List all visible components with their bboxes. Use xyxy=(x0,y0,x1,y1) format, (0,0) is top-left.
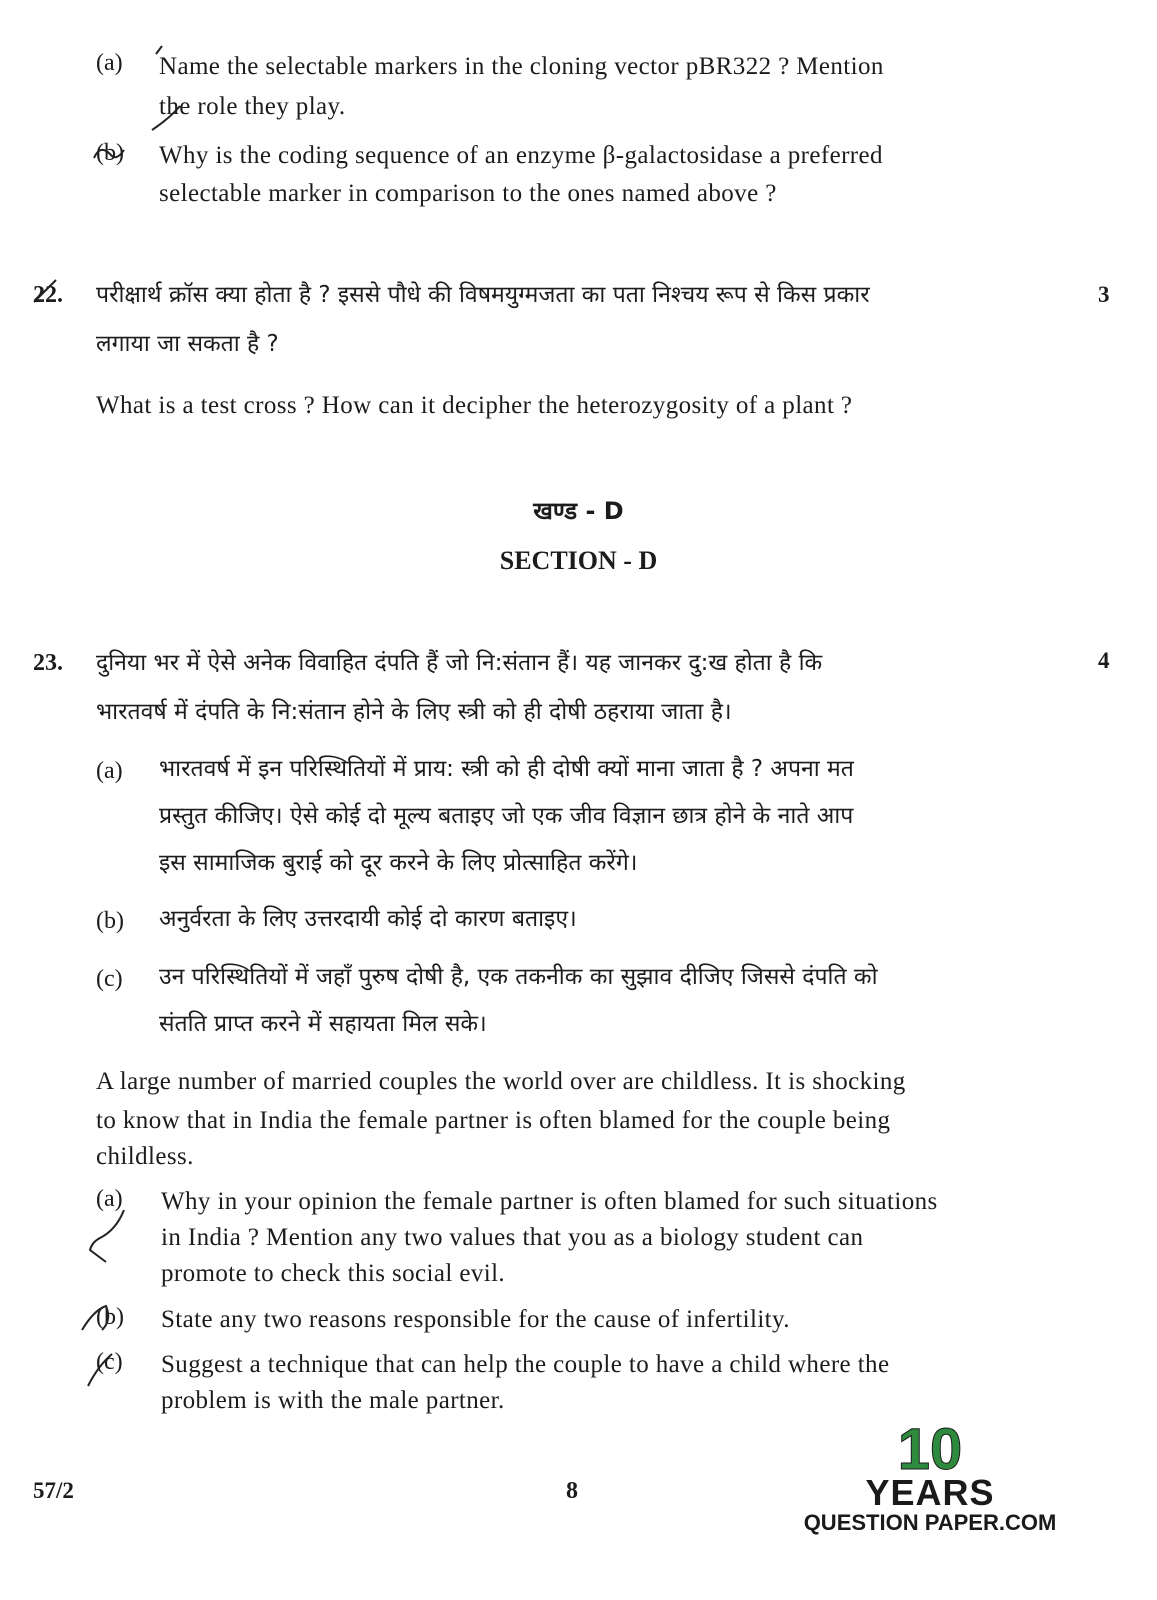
q21-part-b-label: (b) xyxy=(96,140,124,166)
q23-hindi-part-a-line2: प्रस्तुत कीजिए। ऐसे कोई दो मूल्य बताइए जो एक जीव विज्ञान छात्र होने के नाते आप xyxy=(159,803,854,829)
pen-mark-q22 xyxy=(30,276,70,306)
pen-mark-q21a xyxy=(140,40,200,140)
pen-mark-q23c xyxy=(82,1346,132,1392)
q23-number: 23. xyxy=(33,650,63,676)
q23-english-part-c-label: (c) xyxy=(96,1349,123,1375)
q23-english-intro-line3: childless. xyxy=(96,1143,194,1170)
q22-number: 22. xyxy=(33,282,63,308)
q23-hindi-part-c-line2: संतति प्राप्त करने में सहायता मिल सके। xyxy=(159,1011,487,1037)
logo-site: QUESTION PAPER.COM xyxy=(803,1510,1057,1535)
q23-english-part-a-line1: Why in your opinion the female partner is often blamed for such situations xyxy=(161,1188,938,1215)
q23-hindi-part-b-label: (b) xyxy=(96,908,124,934)
q23-english-part-a-label: (a) xyxy=(96,1186,123,1212)
q23-english-intro-line1: A large number of married couples the world over are childless. It is shocking xyxy=(96,1068,906,1095)
q23-english-part-b-line1: State any two reasons responsible for the cause of infertility. xyxy=(161,1306,790,1333)
pen-mark-q23a xyxy=(80,1190,140,1270)
logo-years: YEARS xyxy=(865,1472,995,1513)
q23-english-part-c-line1: Suggest a technique that can help the couple to have a child where the xyxy=(161,1351,890,1378)
q23-hindi-part-c-line1: उन परिस्थितियों में जहाँ पुरुष दोषी है, एक तकनीक का सुझाव दीजिए जिससे दंपति को xyxy=(159,964,878,990)
q21-part-a-line1: Name the selectable markers in the cloning vector pBR322 ? Mention xyxy=(159,53,884,80)
logo-number: 10 xyxy=(897,1417,963,1482)
q23-hindi-part-a-line1: भारतवर्ष में इन परिस्थितियों में प्राय: स्त्री को ही दोषी क्यों माना जाता है ? अपना मत xyxy=(159,756,854,782)
q23-hindi-intro-line2: भारतवर्ष में दंपति के नि:संतान होने के लिए स्त्री को ही दोषी ठहराया जाता है। xyxy=(96,699,732,725)
q23-hindi-part-a-label: (a) xyxy=(96,758,123,784)
q21-part-a-label: (a) xyxy=(96,50,123,76)
q21-part-b-line2: selectable marker in comparison to the ones named above ? xyxy=(159,180,777,207)
paper-code: 57/2 xyxy=(33,1478,74,1503)
q21-part-b-line1: Why is the coding sequence of an enzyme β-galactosidase a preferred xyxy=(159,142,883,169)
q23-english-part-a-line3: promote to check this social evil. xyxy=(161,1260,506,1287)
q22-marks: 3 xyxy=(1098,282,1110,307)
section-heading-english: SECTION - D xyxy=(499,546,658,575)
q23-hindi-part-c-label: (c) xyxy=(96,966,123,992)
pen-mark-q23b xyxy=(72,1300,132,1340)
q23-english-part-b-label: (b) xyxy=(96,1304,124,1330)
q23-hindi-intro-line1: दुनिया भर में ऐसे अनेक विवाहित दंपति हैं जो नि:संतान हैं। यह जानकर दु:ख होता है कि xyxy=(96,650,823,676)
pen-mark-q21b xyxy=(90,140,130,176)
q23-english-part-a-line2: in India ? Mention any two values that you as a biology student can xyxy=(161,1224,864,1251)
page-number: 8 xyxy=(566,1478,578,1504)
q23-english-part-c-line2: problem is with the male partner. xyxy=(161,1387,505,1414)
q23-english-intro-line2: to know that in India the female partner is often blamed for the couple being xyxy=(96,1107,891,1134)
site-logo xyxy=(800,1417,1060,1535)
q23-hindi-part-b-line1: अनुर्वरता के लिए उत्तरदायी कोई दो कारण बताइए। xyxy=(159,906,577,932)
q23-hindi-part-a-line3: इस सामाजिक बुराई को दूर करने के लिए प्रोत्साहित करेंगे। xyxy=(159,850,638,876)
q22-english: What is a test cross ? How can it decipher the heterozygosity of a plant ? xyxy=(96,392,853,419)
q21-part-a-line2: the role they play. xyxy=(159,93,346,120)
q22-hindi-line1: परीक्षार्थ क्रॉस क्या होता है ? इससे पौधे की विषमयुग्मजता का पता निश्चय रूप से किस प्रकार xyxy=(96,282,870,308)
section-heading-hindi: खण्ड - D xyxy=(533,497,624,525)
q23-marks: 4 xyxy=(1098,648,1110,673)
q22-hindi-line2: लगाया जा सकता है ? xyxy=(96,331,279,357)
